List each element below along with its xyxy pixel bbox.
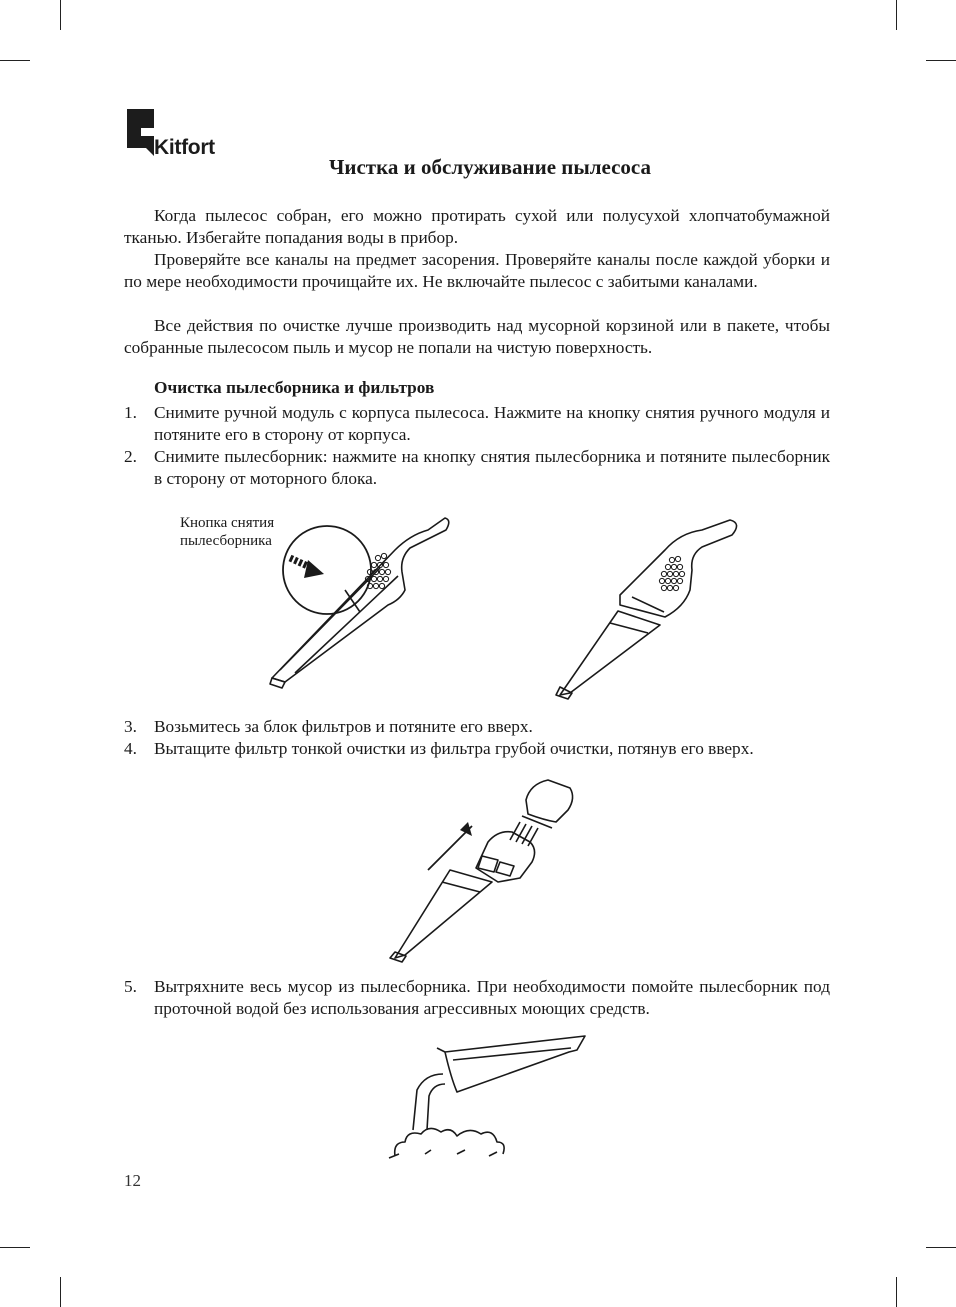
crop-mark xyxy=(0,60,30,61)
callout-line-2: пылесборника xyxy=(180,533,272,549)
step-text: Снимите пылесборник: нажмите на кнопку снятия пылесборника и потяните пылесборник в сторону от моторного блока. xyxy=(154,447,830,488)
kitfort-logo-icon xyxy=(124,106,158,158)
crop-mark xyxy=(896,1277,897,1307)
step-number: 1. xyxy=(124,403,137,422)
section-heading: Очистка пылесборника и фильтров xyxy=(154,378,435,397)
crop-mark xyxy=(60,1277,61,1307)
brand-logo xyxy=(124,106,234,162)
step-text: Возьмитесь за блок фильтров и потяните его вверх. xyxy=(154,717,533,736)
crop-mark xyxy=(896,0,897,30)
step-number: 2. xyxy=(124,447,137,466)
step-number: 5. xyxy=(124,977,137,996)
vacuum-handheld-illustration xyxy=(260,510,460,690)
step-text: Снимите ручной модуль с корпуса пылесоса. Нажмите на кнопку снятия ручного модуля и потяните его в сторону от корпуса. xyxy=(154,403,830,444)
crop-mark xyxy=(60,0,61,30)
step-number: 4. xyxy=(124,739,137,758)
step-text: Вытряхните весь мусор из пылесборника. При необходимости помойте пылесборник под проточной водой без использования агрессивных моющих средств. xyxy=(154,977,830,1018)
step-number: 3. xyxy=(124,717,137,736)
intro-paragraph-2: Проверяйте все каналы на предмет засорения. Проверяйте каналы после каждой уборки и по мере необходимости прочищайте их. Не включайте пылесос с забитыми каналами. xyxy=(124,250,830,291)
crop-mark xyxy=(926,1247,956,1248)
dust-container-detached-illustration xyxy=(540,515,750,705)
filter-removal-illustration xyxy=(380,770,590,970)
callout-line-1: Кнопка снятия xyxy=(180,515,275,531)
crop-mark xyxy=(926,60,956,61)
crop-mark xyxy=(0,1247,30,1248)
page-title: Чистка и обслуживание пылесоса xyxy=(328,155,652,179)
callout-magnifier-circle xyxy=(283,526,371,614)
emptying-dust-container-illustration xyxy=(385,1030,595,1165)
page-number: 12 xyxy=(124,1171,141,1190)
brand-name: Kitfort xyxy=(154,136,215,159)
intro-paragraph-3: Все действия по очистке лучше производить над мусорной корзиной или в пакете, чтобы собранные пылесосом пыль и мусор не попали на чистую поверхность. xyxy=(124,316,830,357)
step-text: Вытащите фильтр тонкой очистки из фильтра грубой очистки, потянув его вверх. xyxy=(154,739,754,758)
intro-paragraph-1: Когда пылесос собран, его можно протирать сухой или полусухой хлопчатобумажной тканью. Избегайте попадания воды в прибор. xyxy=(124,206,830,247)
